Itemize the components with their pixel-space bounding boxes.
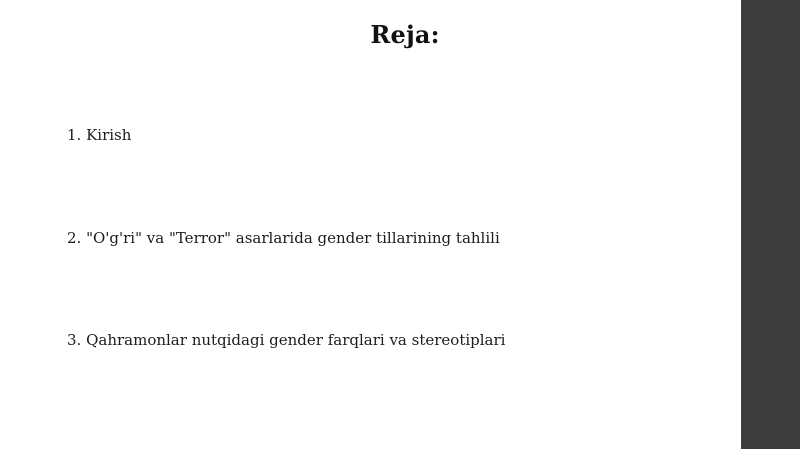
plan-item-2: 2. "O'g'ri" va "Terror" asarlarida gender tillarining tahlili — [67, 229, 500, 247]
plan-item-3: 3. Qahramonlar nutqidagi gender farqlari va stereotiplari — [67, 331, 506, 349]
plan-item-1: 1. Kirish — [67, 126, 132, 144]
side-panel — [741, 0, 800, 449]
slide-title: Reja: — [370, 20, 440, 49]
